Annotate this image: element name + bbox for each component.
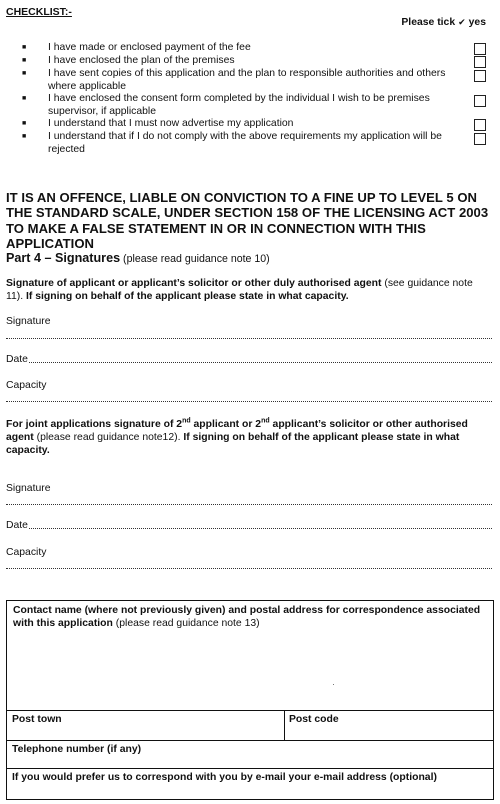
checklist-checkbox-advertise[interactable] — [474, 119, 486, 131]
capacity-label: Capacity — [6, 380, 47, 391]
checklist — [22, 42, 492, 157]
post-town-label: Post town — [12, 714, 62, 725]
post-code-label: Post code — [289, 714, 339, 725]
checklist-item — [22, 55, 492, 68]
part4-heading — [6, 251, 270, 265]
checklist-checkbox-fee[interactable] — [474, 43, 486, 55]
contact-intro-note: (please read guidance note 13) — [115, 617, 260, 629]
bullet-icon: ■ — [22, 57, 27, 64]
bullet-icon: ■ — [22, 95, 27, 103]
tick-mark-icon: ✔ — [458, 17, 466, 27]
joint-date-label: Date — [6, 520, 28, 531]
checklist-title: CHECKLIST:- — [6, 6, 72, 18]
date-line[interactable] — [29, 354, 492, 363]
scan-speck — [333, 684, 334, 685]
checklist-checkbox-plan[interactable] — [474, 56, 486, 68]
bullet-icon: ■ — [22, 120, 27, 128]
applicant-signature-instructions — [6, 278, 492, 304]
applicant-heading-note: (see guidance note 11). — [6, 278, 473, 302]
joint-date-line[interactable] — [29, 520, 492, 529]
checklist-checkbox-comply[interactable] — [474, 133, 486, 145]
checklist-item-text: I have sent copies of this application and the plan to responsible authorities and others where applicable — [48, 68, 446, 92]
contact-address-area[interactable] — [7, 635, 493, 710]
checklist-item — [22, 42, 492, 55]
contact-address-box — [6, 600, 494, 800]
offence-warning: IT IS AN OFFENCE, LIABLE ON CONVICTION TO A FINE UP TO LEVEL 5 ON THE STANDARD SCALE, UNDER SECTION 158 OF THE LICENSING ACT 2003 TO MAKE A FALSE STATEMENT IN OR IN CONNECTION WITH THIS APPLICATION — [6, 190, 489, 252]
signature-label: Signature — [6, 316, 51, 327]
post-code-field[interactable] — [285, 711, 493, 740]
checklist-item-text: I have enclosed the plan of the premises — [48, 55, 235, 66]
joint-capacity-line[interactable] — [6, 568, 492, 569]
applicant-capacity-instruction: If signing on behalf of the applicant please state in what capacity. — [26, 290, 349, 302]
joint-heading-a: For joint applications signature of 2 — [6, 419, 183, 431]
joint-capacity-instruction: If signing on behalf of the applicant please state in what capacity. — [6, 432, 460, 457]
tick-column-header — [401, 17, 486, 28]
bullet-icon: ■ — [22, 133, 27, 141]
signature-line[interactable] — [6, 338, 492, 339]
applicant-heading: Signature of applicant or applicant’s solicitor or other duly authorised agent — [6, 278, 382, 289]
email-label: If you would prefer us to correspond with you by e-mail your e-mail address (optional) — [12, 772, 437, 783]
checklist-item — [22, 68, 492, 93]
joint-signature-line[interactable] — [6, 504, 492, 505]
part4-note: (please read guidance note 10) — [123, 253, 270, 265]
date-label: Date — [6, 354, 28, 365]
telephone-label: Telephone number (if any) — [12, 744, 142, 755]
tick-header-suffix: yes — [468, 17, 486, 28]
date-field[interactable] — [6, 354, 492, 365]
joint-heading-sup1: nd — [182, 418, 191, 425]
checklist-checkbox-copies[interactable] — [474, 70, 486, 82]
joint-signature-instructions — [6, 416, 492, 458]
capacity-line[interactable] — [6, 401, 492, 402]
checklist-item — [22, 131, 492, 156]
checklist-checkbox-consent[interactable] — [474, 95, 486, 107]
checklist-item-text: I have made or enclosed payment of the fee — [48, 42, 251, 53]
joint-heading-note: (please read guidance note12). — [36, 432, 181, 444]
checklist-item-text: I have enclosed the consent form completed by the individual I wish to be premises supervisor, if applicable — [48, 93, 430, 117]
part4-title: Part 4 – Signatures — [6, 251, 121, 265]
checklist-item — [22, 93, 492, 118]
joint-heading-sup2: nd — [261, 418, 270, 425]
checklist-item-text: I understand that if I do not comply with the above requirements my application will be rejected — [48, 131, 442, 155]
telephone-row[interactable] — [7, 740, 493, 768]
bullet-icon: ■ — [22, 44, 27, 51]
contact-intro — [13, 605, 483, 631]
joint-heading-c: applicant’s solicitor or other authorised agent — [6, 419, 468, 444]
post-town-field[interactable] — [7, 711, 284, 740]
tick-header-prefix: Please tick — [401, 17, 456, 28]
joint-signature-label: Signature — [6, 483, 51, 494]
bullet-icon: ■ — [22, 70, 27, 77]
checklist-item — [22, 118, 492, 131]
checklist-item-text: I understand that I must now advertise my application — [48, 118, 294, 130]
joint-heading-b: applicant or 2 — [190, 419, 262, 431]
joint-capacity-label: Capacity — [6, 547, 47, 558]
email-row[interactable] — [7, 768, 493, 799]
post-town-row — [7, 710, 493, 740]
joint-date-field[interactable] — [6, 520, 492, 531]
contact-intro-heading: Contact name (where not previously given) and postal address for correspondence associated with this application — [13, 605, 481, 629]
